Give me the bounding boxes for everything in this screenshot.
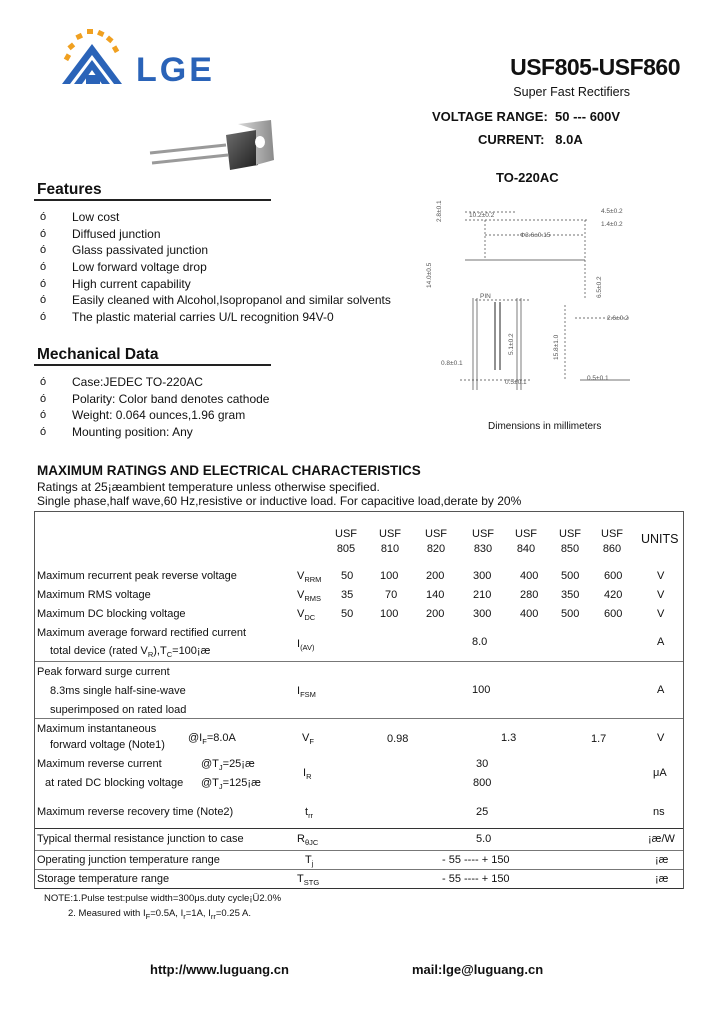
table-cell: 25: [476, 806, 489, 818]
dim-label: PIN: [480, 293, 491, 300]
column-header: USF 850: [559, 528, 581, 555]
condition: $@T_J=25¡æ$: [201, 758, 255, 773]
voltage-range: [432, 109, 620, 124]
bullet: ó: [40, 426, 47, 439]
row-symbol: $R_{\theta JC}$: [297, 833, 319, 848]
table-cell: - 55 ---- + 150: [442, 854, 510, 866]
unit-cell: ns: [653, 806, 665, 818]
dim-label: 5.1±0.2: [508, 333, 515, 355]
current-rating: [478, 132, 583, 147]
row-symbol: $I_{(AV)}$: [297, 638, 315, 653]
current-label: CURRENT:: [478, 132, 545, 147]
unit-cell: V: [657, 589, 665, 601]
row-label-sub: superimposed on rated load: [50, 704, 187, 716]
row-label-sub: 8.3ms single half-sine-wave: [50, 685, 186, 697]
table-cell: 500: [561, 570, 580, 582]
brand-name: LGE: [136, 51, 215, 89]
row-label-sub: forward voltage (Note1): [50, 739, 165, 751]
current-value: 8.0A: [555, 132, 583, 147]
unit-cell: ¡æ: [655, 854, 669, 866]
row-label: Typical thermal resistance junction to case: [37, 833, 244, 845]
column-header: USF 820: [425, 528, 447, 555]
package-label: TO-220AC: [496, 170, 559, 185]
row-symbol: $V_F$: [302, 732, 314, 747]
table-cell: 210: [473, 589, 492, 601]
table-cell: 300: [473, 608, 492, 620]
table-cell: 600: [604, 570, 623, 582]
table-cell: 800: [473, 777, 492, 789]
dim-label: 1.4±0.2: [601, 221, 623, 228]
features-list: [38, 209, 398, 326]
table-cell: 50: [341, 608, 354, 620]
features-divider: [34, 199, 271, 201]
table-cell: 100: [380, 570, 399, 582]
unit-cell: μA: [653, 767, 667, 779]
voltage-range-value: 50 --- 600V: [555, 109, 621, 124]
list-item: ó Low forward voltage drop: [40, 260, 207, 275]
page-title: USF805-USF860: [510, 54, 680, 80]
email-link[interactable]: mail:lge@luguang.cn: [412, 962, 544, 977]
table-cell: 400: [520, 570, 539, 582]
table-cell: 100: [380, 608, 399, 620]
table-cell: 500: [561, 608, 580, 620]
list-item: ó Case:JEDEC TO-220AC: [40, 375, 203, 389]
table-cell: 200: [426, 570, 445, 582]
row-symbol: $I_{FSM}$: [297, 685, 316, 700]
row-label: Maximum instantaneous: [37, 723, 157, 735]
row-symbol: $I_R$: [303, 767, 312, 782]
dim-label: Φ3.6±0.15: [520, 232, 551, 239]
voltage-range-label: VOLTAGE RANGE:: [432, 109, 548, 124]
ratings-note: Single phase,half wave,60 Hz,resistive or inductive load. For capacitive load,derate by 20%: [37, 494, 522, 508]
row-divider: [35, 850, 683, 851]
column-header: USF 810: [379, 528, 401, 555]
package-outline-diagram: [425, 190, 640, 410]
row-label: Storage temperature range: [37, 873, 170, 885]
unit-cell: A: [657, 684, 665, 696]
bullet: ó: [40, 409, 47, 422]
bullet: ó: [40, 211, 47, 223]
row-symbol: $T_{STG}$: [297, 873, 320, 888]
dim-label: 2.6±0.2: [607, 315, 629, 322]
table-cell: 140: [426, 589, 445, 601]
list-item: ó Low cost: [40, 210, 120, 224]
table-cell: 70: [385, 589, 398, 601]
table-cell: 30: [476, 758, 489, 770]
row-symbol: $V_{RMS}$: [297, 589, 322, 604]
unit-cell: V: [657, 608, 665, 620]
table-cell: 300: [473, 570, 492, 582]
row-divider: [35, 828, 683, 829]
table-cell: 600: [604, 608, 623, 620]
dim-label: 2.8±0.1: [436, 200, 443, 222]
list-item: ó Polarity: Color band denotes cathode: [40, 391, 270, 406]
row-symbol: $T_j$: [305, 854, 314, 869]
unit-cell: V: [657, 570, 665, 582]
bullet: ó: [40, 392, 47, 405]
row-label: Maximum DC blocking voltage: [37, 608, 186, 620]
table-cell: 8.0: [472, 636, 488, 648]
unit-cell: ¡æ/W: [648, 833, 675, 845]
mechanical-list: [38, 374, 398, 441]
row-symbol: $V_{DC}$: [297, 608, 316, 623]
row-label-sub: at rated DC blocking voltage: [45, 777, 184, 789]
table-cell: 280: [520, 589, 539, 601]
component-image: [146, 120, 276, 180]
dimensions-note: Dimensions in millimeters: [488, 421, 602, 432]
dim-label: 14.0±0.5: [426, 262, 433, 288]
table-cell: 1.3: [501, 732, 517, 744]
row-label: Peak forward surge current: [37, 666, 170, 678]
row-divider: [35, 869, 683, 870]
unit-cell: V: [657, 732, 665, 744]
row-divider: [35, 888, 683, 889]
row-label: Maximum average forward rectified current: [37, 627, 247, 639]
dim-label: 0.8±0.1: [441, 360, 463, 367]
footnote-1: NOTE:1.Pulse test:pulse width=300μs.duty cycle¡Ü2.0%: [44, 893, 282, 904]
dim-label: 10.2±0.2: [469, 212, 495, 219]
column-header: USF 830: [472, 528, 494, 555]
ratings-title: MAXIMUM RATINGS AND ELECTRICAL CHARACTERISTICS: [37, 463, 421, 478]
website-link[interactable]: http://www.luguang.cn: [150, 962, 289, 977]
row-symbol: $t_{rr}$: [305, 806, 314, 821]
table-cell: 420: [604, 589, 623, 601]
table-cell: 1.7: [591, 733, 607, 745]
row-label: Operating junction temperature range: [37, 854, 220, 866]
column-header: USF 805: [335, 528, 357, 555]
list-item: ó Glass passivated junction: [40, 243, 209, 258]
table-cell: - 55 ---- + 150: [442, 873, 510, 885]
bullet: ó: [40, 277, 47, 290]
table-cell: 100: [472, 684, 491, 696]
table-cell: 200: [426, 608, 445, 620]
list-item: ó Easily cleaned with Alcohol,Isopropanol and similar solvents: [40, 293, 391, 308]
dim-label: 4.5±0.2: [601, 208, 623, 215]
bullet: ó: [40, 376, 47, 388]
table-cell: 5.0: [476, 833, 492, 845]
bullet: ó: [40, 227, 47, 240]
mechanical-title: Mechanical Data: [37, 346, 159, 363]
dim-label: 6.5±0.2: [596, 276, 603, 298]
bullet: ó: [40, 294, 47, 307]
bullet: ó: [40, 261, 47, 274]
bullet: ó: [40, 311, 47, 324]
condition: $@I_F=8.0A$: [188, 732, 236, 747]
features-title: Features: [37, 181, 102, 198]
row-divider: [35, 661, 683, 662]
ratings-note: Ratings at 25¡æambient temperature unless otherwise specified.: [37, 480, 380, 494]
list-item: ó Mounting position: Any: [40, 425, 193, 440]
mechanical-divider: [34, 364, 271, 366]
row-divider: [35, 718, 683, 719]
list-item: ó Weight: 0.064 ounces,1.96 gram: [40, 408, 246, 423]
bullet: ó: [40, 244, 47, 257]
list-item: ó High current capability: [40, 276, 191, 291]
row-label: Maximum recurrent peak reverse voltage: [37, 570, 237, 582]
table-cell: 0.98: [387, 733, 409, 745]
table-cell: 50: [341, 570, 354, 582]
row-label: Maximum reverse current: [37, 758, 162, 770]
column-header: USF 860: [601, 528, 623, 555]
row-symbol: $V_{RRM}$: [297, 570, 322, 585]
column-header: USF 840: [515, 528, 537, 555]
table-cell: 400: [520, 608, 539, 620]
footnote-2: 2. Measured with $I_F=0.5A$, $I_r=1A$, $I_{rr}=0.25$ A.: [68, 908, 251, 921]
row-label-sub: total device (rated $V_R),T_C=100¡æ$: [50, 645, 211, 660]
lge-logo: [58, 22, 248, 94]
dim-label: 15.8±1.0: [553, 334, 560, 360]
units-header: UNITS: [641, 532, 679, 546]
list-item: ó The plastic material carries U/L recognition 94V-0: [40, 310, 334, 325]
list-item: ó Diffused junction: [40, 226, 161, 241]
table-cell: 35: [341, 589, 354, 601]
unit-cell: ¡æ: [655, 873, 669, 885]
dim-label: 0.5±0.1: [587, 375, 609, 382]
table-cell: 350: [561, 589, 580, 601]
page-subtitle: Super Fast Rectifiers: [513, 85, 630, 99]
row-label: Maximum reverse recovery time (Note2): [37, 806, 234, 818]
unit-cell: A: [657, 636, 665, 648]
dim-label: 0.5±0.1: [505, 379, 527, 386]
row-label: Maximum RMS voltage: [37, 589, 151, 601]
ratings-table: [34, 511, 684, 889]
condition: $@T_J=125¡æ$: [201, 777, 261, 792]
